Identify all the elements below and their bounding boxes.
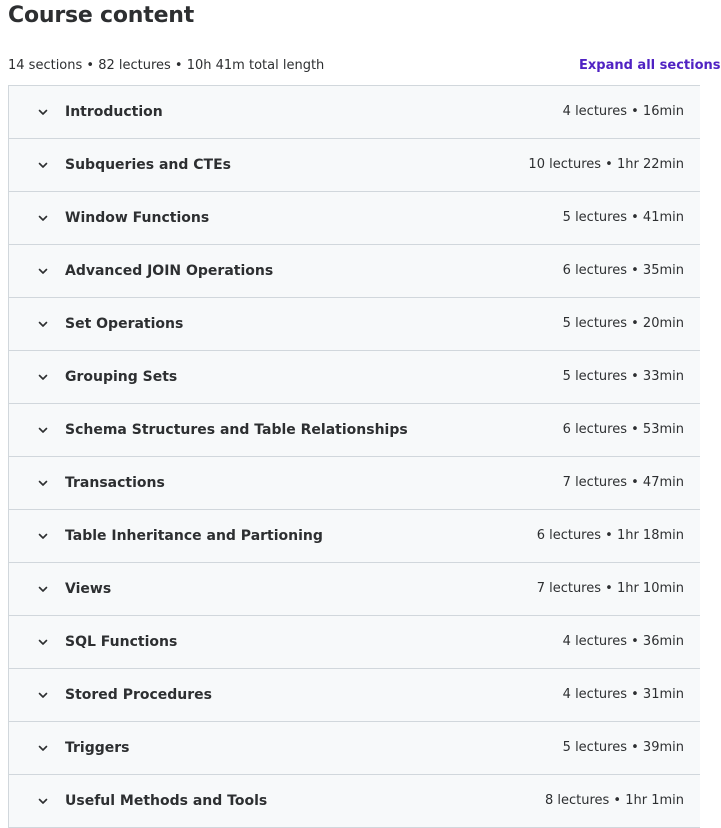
section-header[interactable] — [9, 457, 700, 510]
chevron-down-icon[interactable] — [37, 265, 49, 277]
chevron-down-icon[interactable] — [37, 371, 49, 383]
chevron-down-icon[interactable] — [37, 212, 49, 224]
section-title: Window Functions — [65, 210, 210, 226]
section-title: Subqueries and CTEs — [65, 157, 231, 173]
section-header[interactable] — [9, 563, 700, 616]
section-title: Table Inheritance and Partioning — [65, 528, 323, 544]
section-title: Views — [65, 581, 112, 597]
section-header[interactable] — [9, 510, 700, 563]
section-meta: 10 lectures • 1hr 22min — [528, 157, 684, 172]
chevron-down-icon[interactable] — [37, 689, 49, 701]
section-title: Grouping Sets — [65, 369, 178, 385]
section-title: Schema Structures and Table Relationships — [65, 422, 408, 438]
section-meta: 6 lectures • 53min — [562, 422, 684, 437]
section-header[interactable] — [9, 245, 700, 298]
chevron-down-icon[interactable] — [37, 424, 49, 436]
section-title: Triggers — [65, 740, 130, 756]
course-summary-row — [8, 56, 721, 76]
section-meta: 5 lectures • 41min — [562, 210, 684, 225]
section-header[interactable] — [9, 298, 700, 351]
section-meta: 5 lectures • 33min — [562, 369, 684, 384]
chevron-down-icon[interactable] — [37, 106, 49, 118]
chevron-down-icon[interactable] — [37, 159, 49, 171]
section-title: Set Operations — [65, 316, 184, 332]
section-meta: 8 lectures • 1hr 1min — [544, 793, 684, 808]
section-header[interactable] — [9, 616, 700, 669]
course-summary: 14 sections • 82 lectures • 10h 41m total length — [8, 58, 325, 73]
chevron-down-icon[interactable] — [37, 795, 49, 807]
section-header[interactable] — [9, 192, 700, 245]
chevron-down-icon[interactable] — [37, 477, 49, 489]
section-title: Advanced JOIN Operations — [65, 263, 274, 279]
chevron-down-icon[interactable] — [37, 318, 49, 330]
page-title: Course content — [8, 3, 195, 28]
section-title: SQL Functions — [65, 634, 178, 650]
section-title: Stored Procedures — [65, 687, 212, 703]
chevron-down-icon[interactable] — [37, 636, 49, 648]
section-meta: 5 lectures • 39min — [562, 740, 684, 755]
section-title: Introduction — [65, 104, 163, 120]
section-header[interactable] — [9, 775, 700, 828]
section-header[interactable] — [9, 404, 700, 457]
section-meta: 4 lectures • 36min — [562, 634, 684, 649]
section-meta: 5 lectures • 20min — [562, 316, 684, 331]
section-list — [8, 85, 700, 828]
chevron-down-icon[interactable] — [37, 530, 49, 542]
expand-all-sections-button[interactable]: Expand all sections — [579, 58, 721, 73]
section-header[interactable] — [9, 722, 700, 775]
section-title: Transactions — [65, 475, 165, 491]
chevron-down-icon[interactable] — [37, 742, 49, 754]
section-header[interactable] — [9, 86, 700, 139]
section-meta: 4 lectures • 31min — [562, 687, 684, 702]
section-meta: 6 lectures • 35min — [562, 263, 684, 278]
section-meta: 6 lectures • 1hr 18min — [536, 528, 684, 543]
section-title: Useful Methods and Tools — [65, 793, 268, 809]
section-meta: 7 lectures • 1hr 10min — [536, 581, 684, 596]
section-header[interactable] — [9, 351, 700, 404]
section-header[interactable] — [9, 669, 700, 722]
section-header[interactable] — [9, 139, 700, 192]
chevron-down-icon[interactable] — [37, 583, 49, 595]
section-meta: 4 lectures • 16min — [562, 104, 684, 119]
section-meta: 7 lectures • 47min — [562, 475, 684, 490]
